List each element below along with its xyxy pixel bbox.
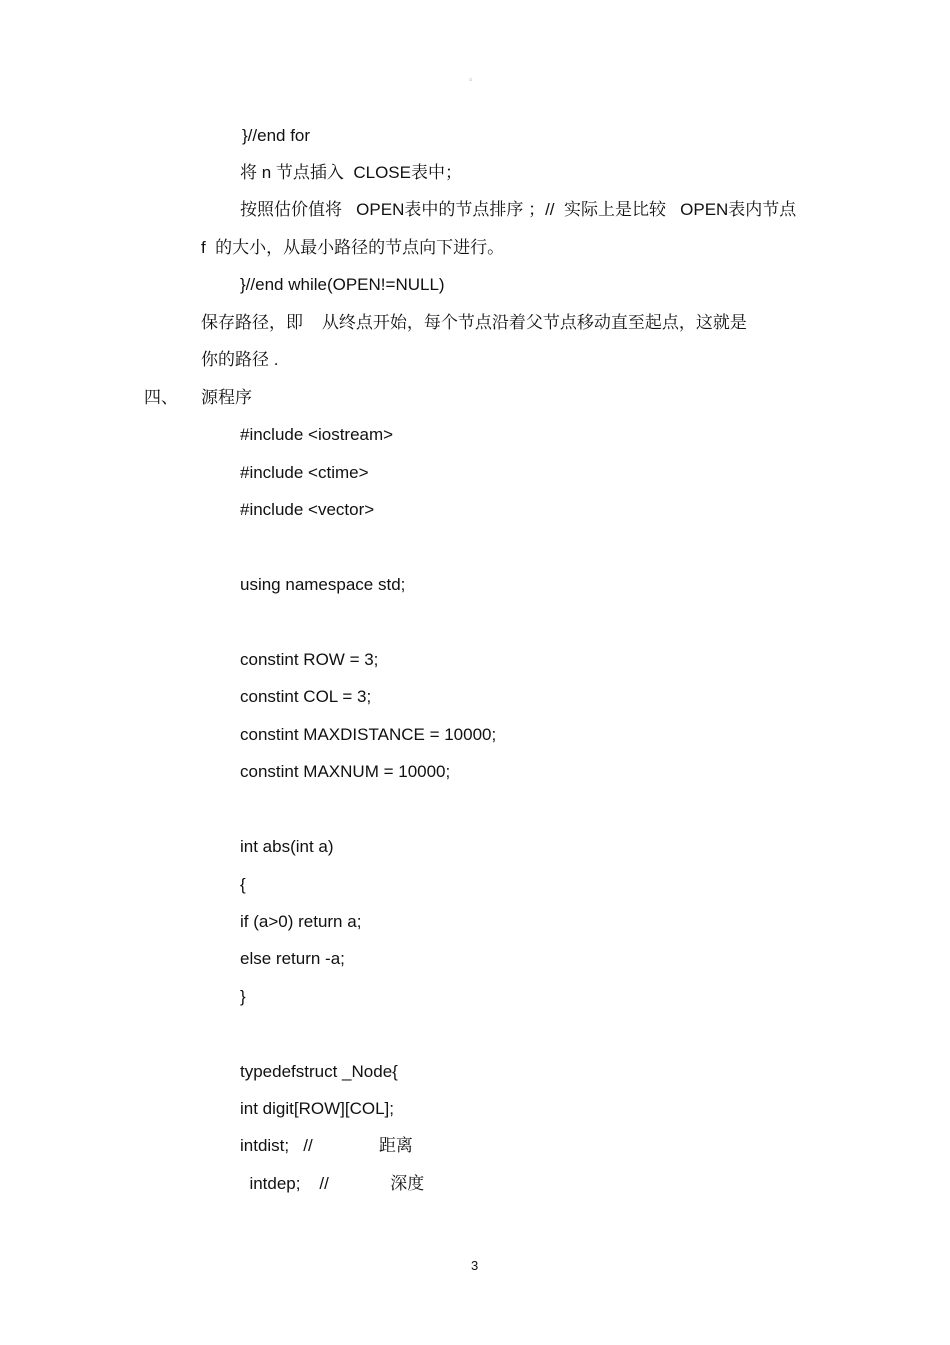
code-dep-field: intdep; // 深度 xyxy=(240,1174,425,1193)
code-const-col: constint COL = 3; xyxy=(240,687,372,706)
code-digit-array: int digit[ROW][COL]; xyxy=(240,1099,394,1118)
code-abs-signature: int abs(int a) xyxy=(240,837,334,856)
code-dist-field: intdist; // 距离 xyxy=(240,1136,413,1155)
code-include-iostream: #include <iostream> xyxy=(240,425,394,444)
code-const-maxdistance: constint MAXDISTANCE = 10000; xyxy=(240,725,497,744)
section-title: 源程序 xyxy=(201,388,252,407)
end-for-line: }//end for xyxy=(242,126,311,145)
code-include-vector: #include <vector> xyxy=(240,500,375,519)
code-typedef-struct: typedefstruct _Node{ xyxy=(240,1062,398,1081)
end-while-line: }//end while(OPEN!=NULL) xyxy=(240,275,445,294)
insert-close-line: 将 n 节点插入 CLOSE表中； xyxy=(240,163,462,182)
code-else-return: else return -a; xyxy=(240,949,345,968)
code-const-maxnum: constint MAXNUM = 10000; xyxy=(240,762,451,781)
sort-open-line-1: 按照估价值将 OPEN表中的节点排序 ；// 实际上是比较 OPEN表内节点 xyxy=(240,200,797,219)
save-path-line-1: 保存路径，即 从终点开始，每个节点沿着父节点移动直至起点，这就是 xyxy=(201,313,747,332)
code-include-ctime: #include <ctime> xyxy=(240,463,369,482)
code-brace-open: { xyxy=(240,875,246,894)
code-brace-close: } xyxy=(240,987,246,1006)
code-using-namespace: using namespace std; xyxy=(240,575,406,594)
header-mark: 。 xyxy=(469,72,479,82)
save-path-line-2: 你的路径 . xyxy=(201,350,279,369)
code-if-return: if (a>0) return a; xyxy=(240,912,362,931)
page-number: 3 xyxy=(471,1258,479,1273)
section-number: 四、 xyxy=(144,388,178,407)
sort-open-line-2: f 的大小，从最小路径的节点向下进行。 xyxy=(201,238,505,257)
code-const-row: constint ROW = 3; xyxy=(240,650,379,669)
